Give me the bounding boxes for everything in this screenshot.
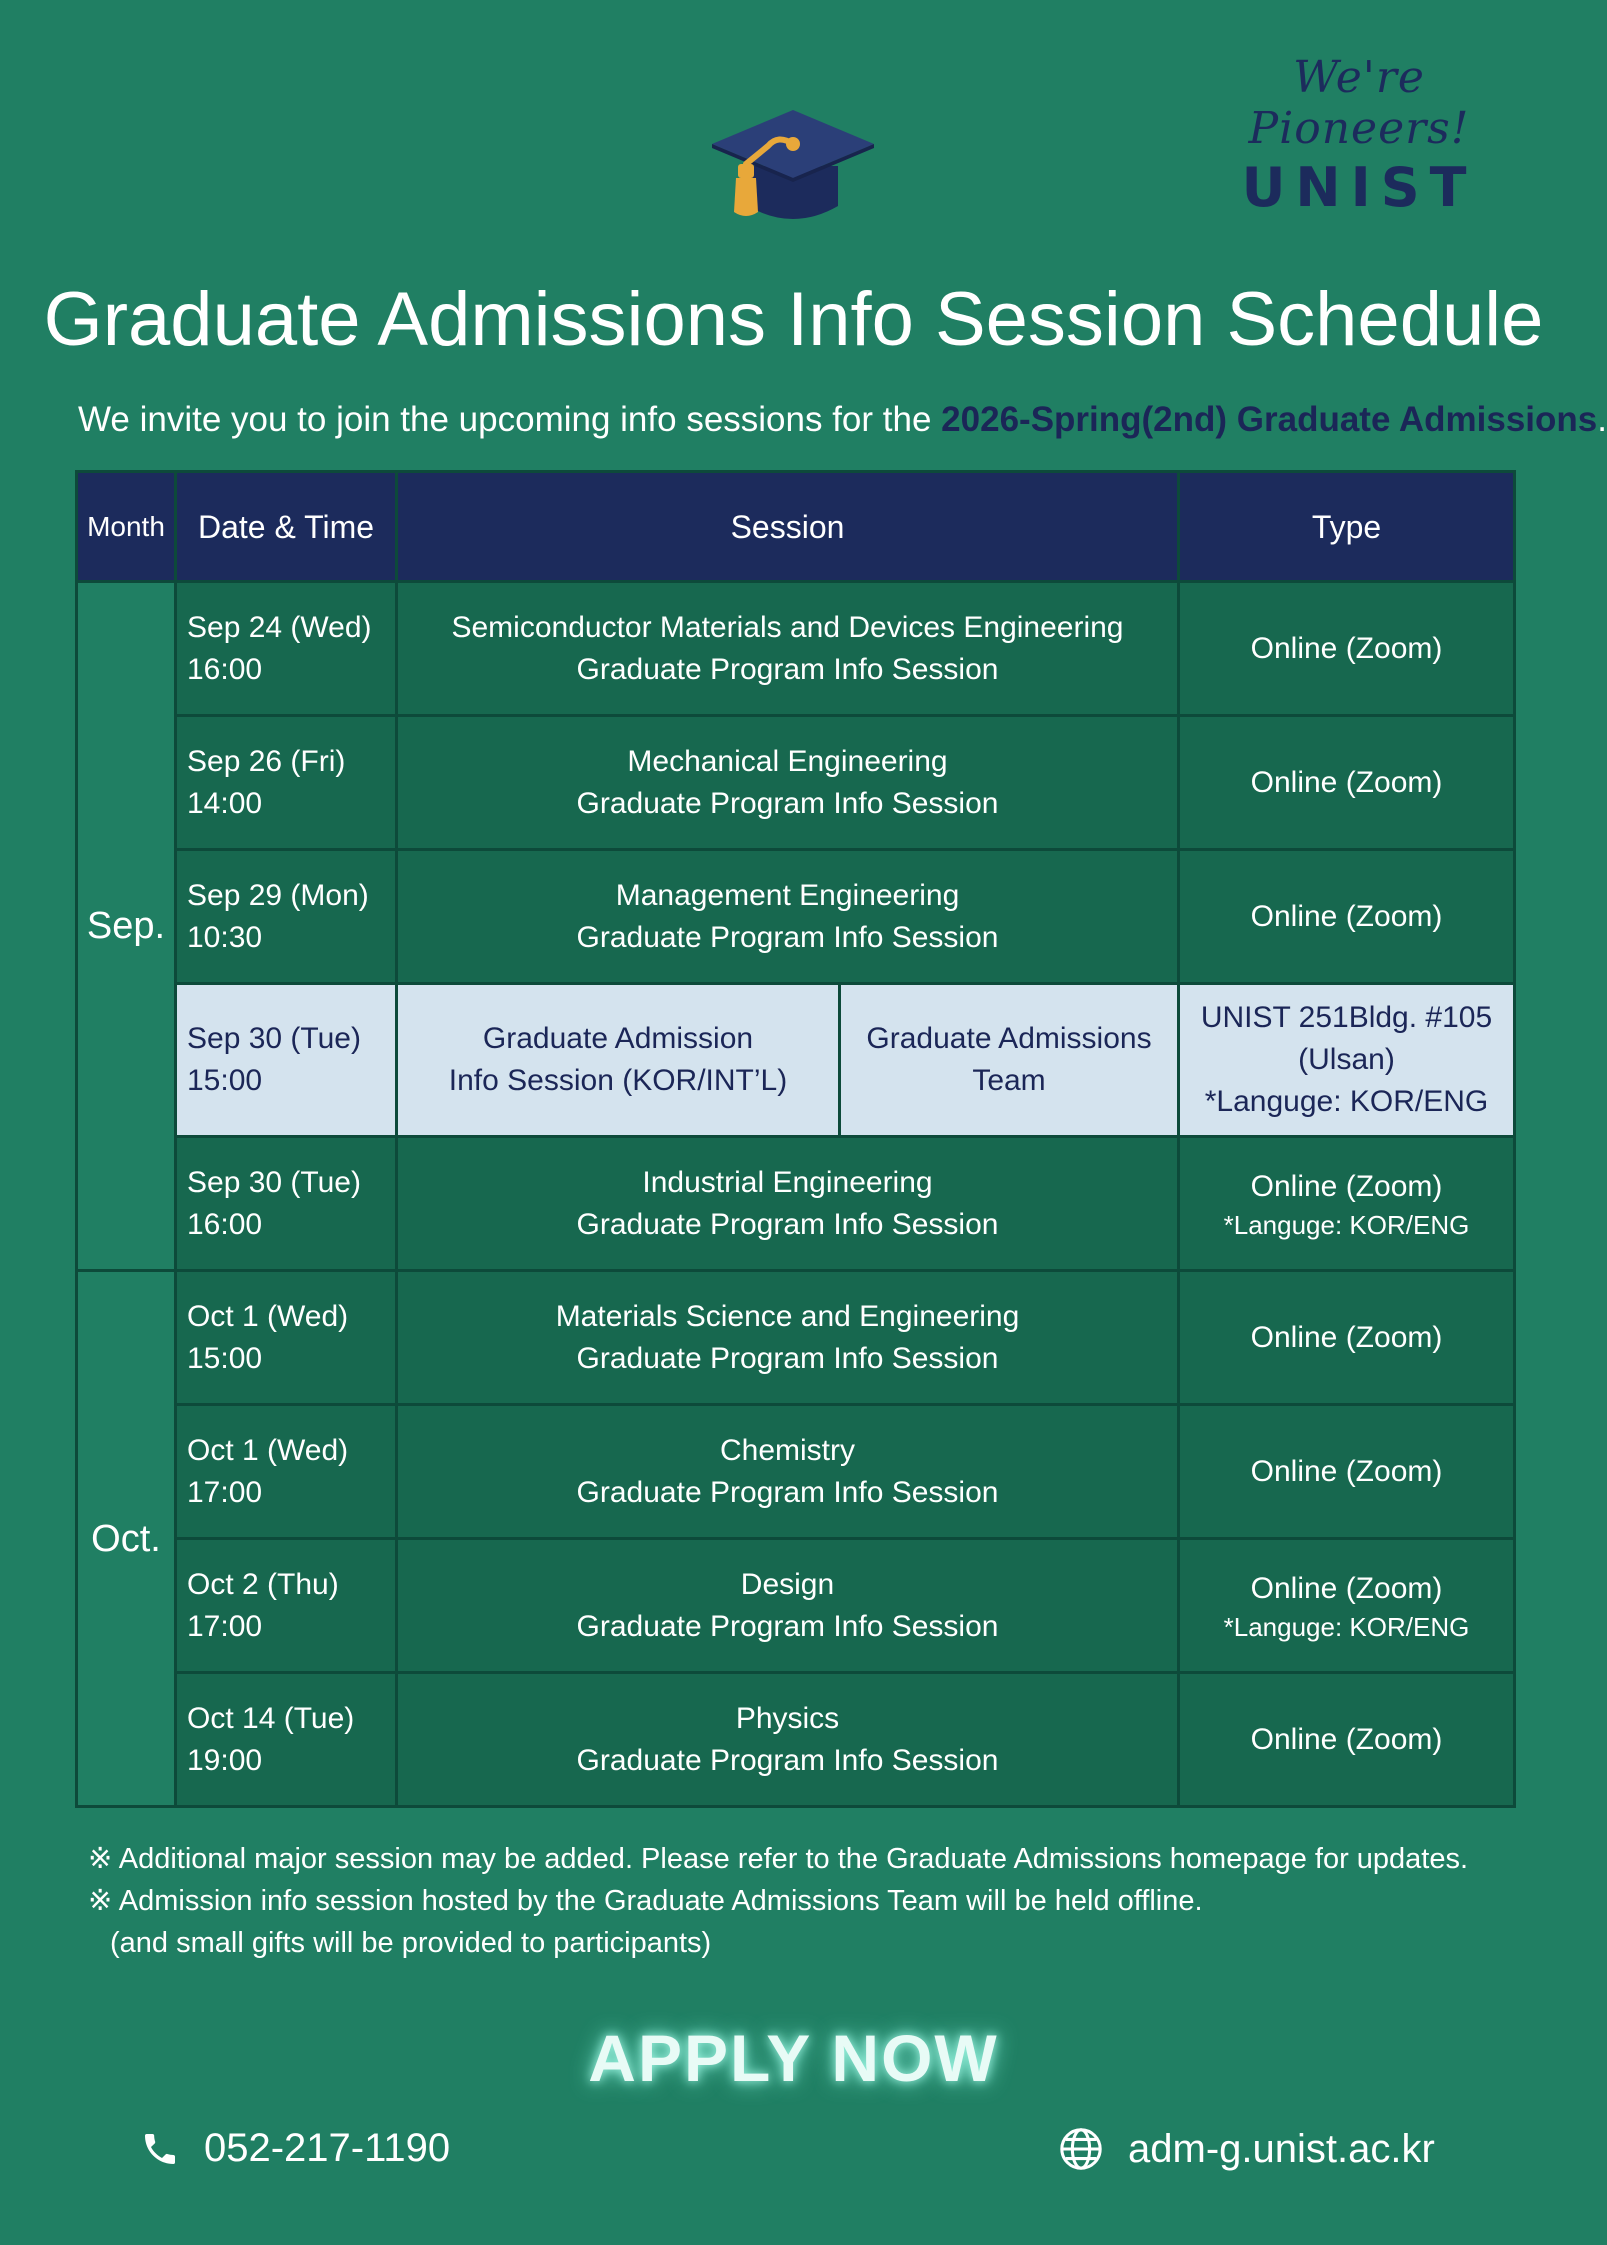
- type-location: (Ulsan): [1298, 1043, 1395, 1076]
- datetime-cell: [176, 850, 397, 984]
- month-cell-sep: Sep.: [77, 582, 176, 1271]
- table-row: [77, 1673, 1515, 1807]
- datetime-cell: [176, 1271, 397, 1405]
- type-cell: [1179, 1405, 1515, 1539]
- session-subtitle: Graduate Program Info Session: [576, 1475, 999, 1509]
- month-cell-oct: Oct.: [77, 1271, 176, 1807]
- date-text: Sep 29 (Mon): [187, 878, 369, 912]
- date-text: Sep 30 (Tue): [187, 1022, 361, 1055]
- page-title: Graduate Admissions Info Session Schedule: [43, 277, 1544, 362]
- session-title: Semiconductor Materials and Devices Engineering: [451, 610, 1124, 644]
- type-cell: [1179, 582, 1515, 716]
- date-text: Sep 24 (Wed): [187, 610, 372, 644]
- apply-now-button[interactable]: APPLY NOW: [588, 2021, 999, 2095]
- session-subtitle: Graduate Program Info Session: [576, 1743, 999, 1777]
- type-text: Online (Zoom): [1250, 765, 1443, 799]
- time-text: 10:30: [187, 920, 263, 954]
- time-text: 19:00: [187, 1743, 263, 1777]
- type-cell: [1179, 984, 1515, 1137]
- subtitle-suffix: .: [1597, 400, 1607, 439]
- phone-icon: [140, 2127, 180, 2171]
- session-title: Industrial Engineering: [642, 1165, 933, 1199]
- table-row: [77, 1405, 1515, 1539]
- session-cell: [397, 1137, 1179, 1271]
- type-text: Online (Zoom): [1250, 1169, 1443, 1203]
- date-text: Sep 26 (Fri): [187, 744, 346, 778]
- table-header-row: [77, 472, 1515, 582]
- session-cell: [397, 1271, 1179, 1405]
- date-text: Oct 1 (Wed): [187, 1433, 349, 1467]
- footnotes: [88, 1838, 1468, 1964]
- schedule-table: [75, 470, 1516, 1808]
- type-cell: [1179, 1137, 1515, 1271]
- type-cell: [1179, 1271, 1515, 1405]
- type-text: Online (Zoom): [1250, 1320, 1443, 1354]
- type-text: Online (Zoom): [1250, 631, 1443, 665]
- type-cell: [1179, 850, 1515, 984]
- footnote-3: (and small gifts will be provided to participants): [110, 1927, 712, 1959]
- date-text: Oct 2 (Thu): [187, 1567, 339, 1601]
- type-text: Online (Zoom): [1250, 899, 1443, 933]
- time-text: 16:00: [187, 652, 263, 686]
- session-subtitle: Graduate Program Info Session: [576, 1609, 999, 1643]
- website-contact[interactable]: [1058, 2126, 1435, 2172]
- type-cell: [1179, 716, 1515, 850]
- session-subtitle: Info Session (KOR/INT’L): [448, 1064, 788, 1097]
- session-title: Management Engineering: [615, 878, 960, 912]
- session-cell: [397, 1539, 1179, 1673]
- session-cell: [397, 716, 1179, 850]
- type-text: Online (Zoom): [1250, 1722, 1443, 1756]
- type-cell: [1179, 1673, 1515, 1807]
- session-cell: [397, 1673, 1179, 1807]
- session-subtitle: Graduate Program Info Session: [576, 920, 999, 954]
- session-cell: [397, 984, 840, 1137]
- time-text: 16:00: [187, 1207, 263, 1241]
- type-text: Online (Zoom): [1250, 1571, 1443, 1605]
- table-row: [77, 850, 1515, 984]
- footnote-1: ※ Additional major session may be added. Please refer to the Graduate Admissions homepage for updates.: [88, 1843, 1469, 1875]
- type-text: Online (Zoom): [1250, 1454, 1443, 1488]
- subtitle-prefix: We invite you to join the upcoming info sessions for the: [78, 400, 942, 439]
- brand-slogan: We're Pioneers!: [1248, 52, 1470, 154]
- datetime-cell: [176, 582, 397, 716]
- session-title: Design: [740, 1567, 835, 1601]
- session-cell: [397, 1405, 1179, 1539]
- datetime-cell: [176, 984, 397, 1137]
- session-title: Chemistry: [719, 1433, 855, 1467]
- session-cell: [397, 850, 1179, 984]
- session-title: Graduate Admission: [482, 1022, 754, 1055]
- date-text: Oct 14 (Tue): [187, 1701, 355, 1735]
- session-subtitle: Graduate Program Info Session: [576, 652, 999, 686]
- session-cell: [397, 582, 1179, 716]
- session-subtitle: Graduate Program Info Session: [576, 1341, 999, 1375]
- table-row: [77, 1137, 1515, 1271]
- datetime-cell: [176, 716, 397, 850]
- session-subtitle: Graduate Program Info Session: [576, 1207, 999, 1241]
- type-language-note: *Languge: KOR/ENG: [1204, 1085, 1489, 1118]
- subtitle-highlight: 2026-Spring(2nd) Graduate Admissions: [941, 400, 1598, 439]
- phone-contact[interactable]: [140, 2126, 450, 2171]
- table-row: [77, 1271, 1515, 1405]
- header-month: Month: [77, 472, 176, 582]
- footnote-2: ※ Admission info session hosted by the Graduate Admissions Team will be held offline.: [88, 1885, 1203, 1917]
- time-text: 15:00: [187, 1064, 263, 1097]
- type-language-note: *Languge: KOR/ENG: [1223, 1209, 1470, 1240]
- brand-block: [1209, 52, 1509, 219]
- session-title: Mechanical Engineering: [627, 744, 948, 778]
- host-line2: Team: [972, 1064, 1046, 1097]
- session-title: Physics: [735, 1701, 840, 1735]
- table-row: [77, 716, 1515, 850]
- website-url: adm-g.unist.ac.kr: [1128, 2126, 1435, 2171]
- type-cell: [1179, 1539, 1515, 1673]
- header-session: Session: [397, 472, 1179, 582]
- header-type: Type: [1179, 472, 1515, 582]
- table-row: [77, 1539, 1515, 1673]
- type-text: UNIST 251Bldg. #105: [1200, 1001, 1493, 1034]
- time-text: 15:00: [187, 1341, 263, 1375]
- datetime-cell: [176, 1137, 397, 1271]
- date-text: Oct 1 (Wed): [187, 1299, 349, 1333]
- host-cell: [840, 984, 1179, 1137]
- time-text: 14:00: [187, 786, 263, 820]
- time-text: 17:00: [187, 1475, 263, 1509]
- datetime-cell: [176, 1673, 397, 1807]
- graduation-cap-icon: [708, 104, 878, 240]
- session-subtitle: Graduate Program Info Session: [576, 786, 999, 820]
- unist-logo: UNIST: [1241, 156, 1477, 219]
- session-title: Materials Science and Engineering: [555, 1299, 1020, 1333]
- date-text: Sep 30 (Tue): [187, 1165, 361, 1199]
- page-subtitle: [78, 400, 1607, 440]
- datetime-cell: [176, 1405, 397, 1539]
- time-text: 17:00: [187, 1609, 263, 1643]
- type-language-note: *Languge: KOR/ENG: [1223, 1611, 1470, 1642]
- datetime-cell: [176, 1539, 397, 1673]
- phone-number: 052-217-1190: [204, 2126, 451, 2170]
- header-datetime: Date & Time: [176, 472, 397, 582]
- globe-icon: [1058, 2126, 1104, 2172]
- host-line1: Graduate Admissions: [866, 1022, 1152, 1055]
- table-row: [77, 582, 1515, 716]
- table-row-highlighted: [77, 984, 1515, 1137]
